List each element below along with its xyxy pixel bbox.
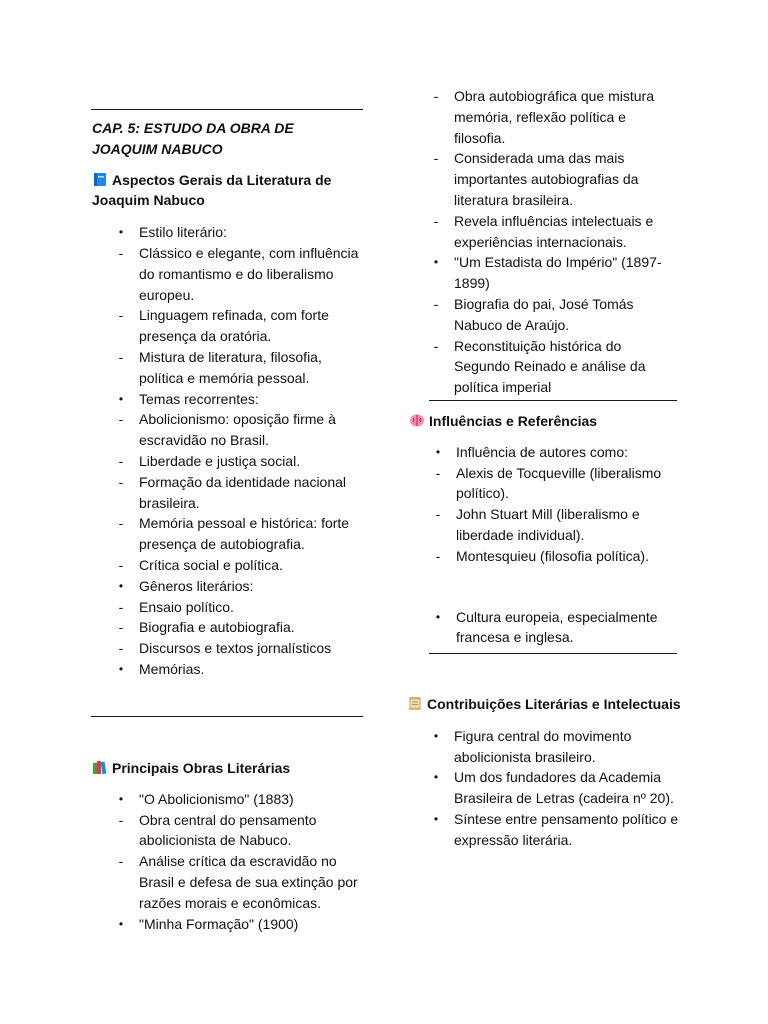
right-column-contribuicoes <box>407 694 682 851</box>
list-item-text: John Stuart Mill (liberalismo e liberdade individual). <box>456 506 640 543</box>
bullet-marker: • <box>118 916 124 931</box>
list-item-text: Revela influências intelectuais e experiências internacionais. <box>454 212 654 250</box>
list-aspectos <box>92 222 367 680</box>
list-item <box>407 767 682 809</box>
section-heading-aspectos <box>92 170 367 212</box>
section-heading-aspectos-text: Aspectos Gerais da Literatura de Joaquim Nabuco <box>92 171 332 209</box>
blue-book-icon <box>92 172 108 187</box>
list-item-text: Memória pessoal e histórica: forte presença de autobiografia. <box>139 515 350 553</box>
divider-influencias-bottom <box>429 653 677 654</box>
list-item <box>407 211 679 253</box>
bullet-marker: • <box>435 609 441 624</box>
dash-marker: - <box>433 150 439 167</box>
list-item-text: Reconstituição histórica do Segundo Reinado e análise da política imperial <box>454 337 646 396</box>
list-item-text: Síntese entre pensamento político e expressão literária. <box>454 810 679 848</box>
bullet-marker: • <box>118 791 124 806</box>
dash-marker: - <box>118 853 124 870</box>
dash-marker: - <box>118 640 124 657</box>
bullet-marker: • <box>433 770 439 785</box>
list-item-text: Figura central do movimento abolicionista brasileiro. <box>454 727 632 765</box>
list-item-text: Estilo literário: <box>139 224 227 241</box>
scroll-icon <box>407 696 423 711</box>
list-item <box>409 463 681 505</box>
list-item <box>92 451 367 472</box>
list-item <box>92 222 367 243</box>
dash-marker: - <box>118 411 124 428</box>
list-item-text: Um dos fundadores da Academia Brasileira de Letras (cadeira nº 20). <box>454 769 674 807</box>
dash-marker: - <box>118 515 124 532</box>
list-item <box>407 336 679 398</box>
list-influencias-2 <box>409 607 681 649</box>
list-item-text: Liberdade e justiça social. <box>139 452 301 469</box>
list-item <box>92 389 367 410</box>
left-column-obras <box>92 758 367 934</box>
list-item <box>92 243 367 305</box>
dash-marker: - <box>433 295 439 312</box>
list-item <box>407 148 679 210</box>
list-item-text: Montesquieu (filosofia política). <box>456 547 649 564</box>
chapter-title-line2: JOAQUIM NABUCO <box>92 140 223 157</box>
section-heading-obras-text: Principais Obras Literárias <box>112 760 291 776</box>
section-heading-influencias <box>409 411 681 432</box>
bullet-marker: • <box>433 728 439 743</box>
list-item-text: Formação da identidade nacional brasileira. <box>139 473 347 511</box>
divider-mid-left <box>91 716 363 717</box>
list-item <box>92 914 367 935</box>
dash-marker: - <box>435 547 441 564</box>
chapter-title <box>92 118 367 160</box>
dash-marker: - <box>118 811 124 828</box>
bullet-marker: • <box>118 391 124 406</box>
list-item <box>407 86 679 148</box>
list-item-text: Clássico e elegante, com influência do romantismo e do liberalismo europeu. <box>139 244 359 303</box>
list-item <box>92 347 367 389</box>
list-item-text: Discursos e textos jornalísticos <box>139 640 332 657</box>
dash-marker: - <box>118 348 124 365</box>
dash-marker: - <box>433 337 439 354</box>
list-item-text: Cultura europeia, especialmente francesa e inglesa. <box>456 608 658 646</box>
dash-marker: - <box>118 619 124 636</box>
list-item-text: Abolicionismo: oposição firme à escravidão no Brasil. <box>139 411 336 449</box>
section-heading-contribuicoes-text: Contribuições Literárias e Intelectuais <box>427 696 681 712</box>
list-item-text: Biografia e autobiografia. <box>139 619 295 636</box>
list-continuation <box>407 86 679 398</box>
dash-marker: - <box>118 452 124 469</box>
list-item <box>407 252 679 294</box>
list-item-text: Memórias. <box>139 660 205 677</box>
bullet-marker: • <box>433 811 439 826</box>
list-item-text: Obra central do pensamento abolicionista de Nabuco. <box>139 811 317 849</box>
section-heading-contribuicoes <box>407 694 682 715</box>
brain-icon <box>409 413 425 428</box>
divider-top-left <box>91 109 363 110</box>
dash-marker: - <box>435 464 441 481</box>
dash-marker: - <box>433 212 439 229</box>
list-item-text: "Minha Formação" (1900) <box>139 915 299 932</box>
list-item-text: "O Abolicionismo" (1883) <box>139 790 294 807</box>
dash-marker: - <box>118 244 124 261</box>
list-item <box>92 659 367 680</box>
section-heading-obras <box>92 758 367 779</box>
list-item <box>92 638 367 659</box>
list-item-text: "Um Estadista do Império" (1897-1899) <box>454 254 662 292</box>
dash-marker: - <box>435 506 441 523</box>
list-contribuicoes <box>407 726 682 851</box>
dash-marker: - <box>118 556 124 573</box>
dash-marker: - <box>118 307 124 324</box>
books-icon <box>92 760 108 775</box>
list-item <box>409 607 681 649</box>
list-item-text: Crítica social e política. <box>139 556 283 573</box>
list-item <box>92 305 367 347</box>
list-item-text: Linguagem refinada, com forte presença da oratória. <box>139 307 329 345</box>
list-influencias <box>409 442 681 567</box>
list-item <box>409 546 681 567</box>
left-column <box>92 118 367 680</box>
bullet-marker: • <box>118 578 124 593</box>
list-item-text: Alexis de Tocqueville (liberalismo político). <box>456 464 662 502</box>
list-item <box>407 294 679 336</box>
list-item <box>92 851 367 913</box>
list-item <box>92 555 367 576</box>
list-item <box>92 472 367 514</box>
right-column <box>407 86 679 398</box>
bullet-marker: • <box>435 444 441 459</box>
list-item-text: Análise crítica da escravidão no Brasil e defesa de sua extinção por razões morais e econômicas. <box>139 853 358 911</box>
list-item-text: Influência de autores como: <box>456 443 628 460</box>
list-item <box>92 810 367 852</box>
list-item-text: Gêneros literários: <box>139 577 254 594</box>
chapter-title-line1: CAP. 5: ESTUDO DA OBRA DE <box>92 120 294 136</box>
list-item-text: Mistura de literatura, filosofia, política e memória pessoal. <box>139 348 322 386</box>
list-item <box>92 409 367 451</box>
list-item <box>92 789 367 810</box>
list-item <box>409 504 681 546</box>
list-item <box>407 726 682 768</box>
bullet-marker: • <box>433 255 439 270</box>
list-obras <box>92 789 367 935</box>
list-item <box>92 513 367 555</box>
list-item-text: Ensaio político. <box>139 598 234 615</box>
list-item-text: Considerada uma das mais importantes autobiografias da literatura brasileira. <box>454 150 639 208</box>
bullet-marker: • <box>118 661 124 676</box>
dash-marker: - <box>433 88 439 104</box>
bullet-marker: • <box>118 225 124 240</box>
right-column-influencias <box>409 411 681 648</box>
list-item <box>92 597 367 618</box>
dash-marker: - <box>118 473 124 490</box>
divider-influencias-top <box>429 400 677 401</box>
list-item-text: Obra autobiográfica que mistura memória, reflexão política e filosofia. <box>454 88 654 146</box>
section-heading-influencias-text: Influências e Referências <box>429 413 598 429</box>
list-item <box>92 576 367 597</box>
list-item-text: Biografia do pai, José Tomás Nabuco de Araújo. <box>454 295 634 333</box>
list-item <box>92 617 367 638</box>
list-item <box>407 809 682 851</box>
list-item <box>409 442 681 463</box>
list-item-text: Temas recorrentes: <box>139 390 259 407</box>
dash-marker: - <box>118 598 124 615</box>
